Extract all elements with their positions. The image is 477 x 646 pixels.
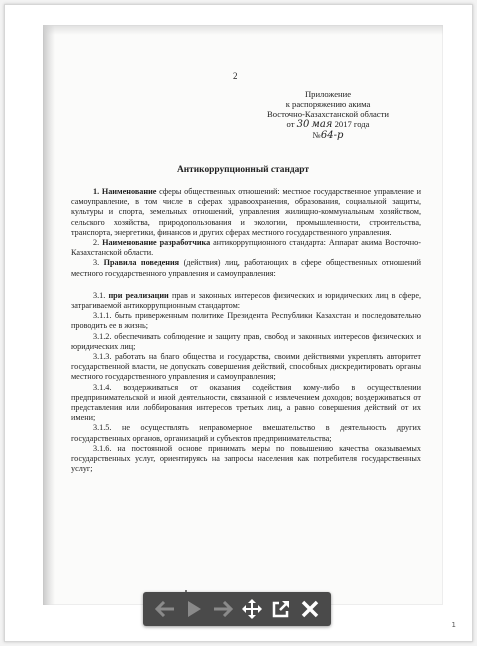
- annex-block: [253, 89, 403, 141]
- play-icon[interactable]: [182, 597, 206, 621]
- annex-line-1: Приложение: [304, 89, 352, 99]
- section-3-1-5: 3.1.5. не осуществлять неправомерное вмешательство в деятельность других государственных органов, организаций и субъектов предпринимательства;: [71, 423, 421, 443]
- section-1: 1. Наименование сферы общественных отношений: местное государственное управление и самоуправление, в том числе в сферах здравоохранения, образования, социальной защиты, культуры и спорта, земельных отношений, управления жилищно-коммунальным хозяйством, сельского хозяйства, природопользования и экологии, промышленности, строительства, транспорта, энергетики, финансов и других сферах местного государственного управления.: [71, 187, 422, 237]
- viewer-frame: [4, 4, 473, 642]
- close-icon[interactable]: [298, 597, 322, 621]
- section-3-1-2: 3.1.2. обеспечивать соблюдение и защиту прав, свобод и законных интересов физических и юридических лиц;: [71, 331, 421, 351]
- annex-number: №64-р: [312, 130, 344, 141]
- scan-shadow-left: [43, 25, 55, 605]
- previous-arrow-icon[interactable]: [153, 597, 177, 621]
- corner-mark: 1: [451, 621, 456, 629]
- handwritten-month: мая: [311, 119, 333, 130]
- document-body: [71, 187, 421, 474]
- handwritten-number: 64-р: [320, 130, 344, 141]
- section-3-1-1: 3.1.1. быть приверженным политике Президента Республики Казахстан и последовательно проводить ее в жизнь;: [71, 311, 421, 331]
- next-arrow-icon[interactable]: [211, 597, 235, 621]
- viewer-toolbar: [143, 592, 331, 626]
- document-page: [43, 25, 443, 605]
- move-icon[interactable]: [240, 597, 264, 621]
- section-3-1-4: 3.1.4. воздерживаться от оказания содействия кому-либо в осуществлении предпринимательской и иной деятельности, связанной с извлечением доходов; воздерживаться от представления или лоббирования интересов третьих лиц, а равно совершения действий от их имени;: [71, 382, 421, 423]
- annex-date: от 30 мая 2017 года: [286, 119, 370, 130]
- scan-shadow-top: [43, 25, 443, 35]
- page-number: 2: [233, 71, 238, 81]
- section-3-1-6: 3.1.6. на постоянной основе принимать меры по повышению качества оказываемых государственных услуг, ориентируясь на запросы населения как потребителя государственных услуг;: [71, 443, 421, 474]
- annex-line-3: Восточно-Казахстанской области: [267, 109, 389, 119]
- section-3-1-3: 3.1.3. работать на благо общества и государства, своими действиями укреплять авторитет государственной власти, не допускать совершения действий, способных дискредитировать органы местного государственного управления и самоуправления;: [71, 352, 421, 382]
- section-2: 2. Наименование разработчика антикоррупционного стандарта: Аппарат акима Восточно-Казахстанской области.: [71, 238, 422, 258]
- section-3: 3. Правила поведения (действия) лиц, работающих в сфере общественных отношений местного государственного управления и самоуправления:: [71, 258, 421, 278]
- open-external-icon[interactable]: [269, 597, 293, 621]
- handwritten-day: 30: [296, 119, 310, 130]
- annex-line-2: к распоряжению акима: [285, 99, 371, 109]
- section-3-1: 3.1. при реализации прав и законных интересов физических и юридических лиц в сфере, затрагиваемой антикоррупционным стандартом:: [71, 290, 422, 311]
- document-title: Антикоррупционный стандарт: [177, 165, 309, 175]
